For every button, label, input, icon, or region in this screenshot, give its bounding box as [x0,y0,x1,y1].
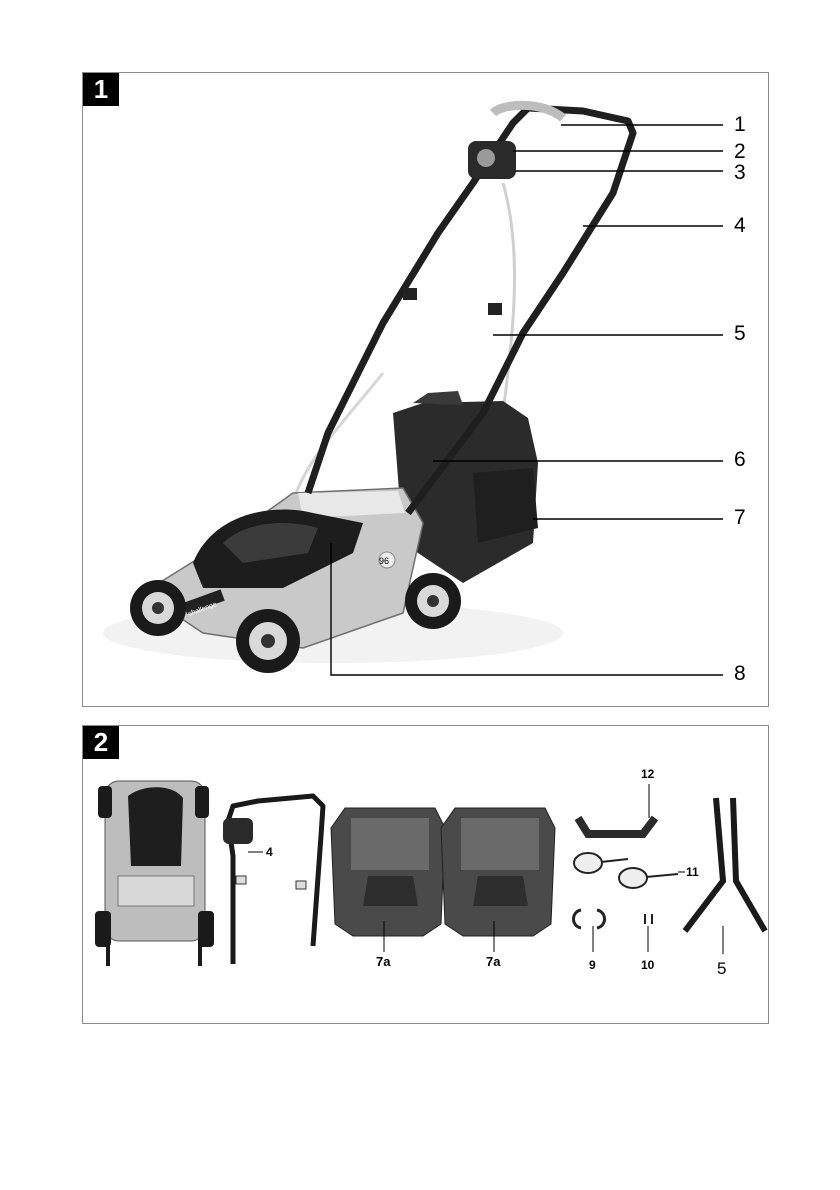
figure-2-tag: 2 [83,726,119,759]
front-right-wheel [236,609,300,673]
callout-6: 6 [734,448,746,471]
label-grass-box-right: 7a [486,954,501,969]
parts-illustration [83,726,768,1023]
label-lower-handle-5: 5 [717,959,727,978]
callout-1: 1 [734,113,746,136]
grass-box-right [441,808,555,936]
lawnmower-illustration [83,73,768,706]
callout-7: 7 [734,506,746,529]
callout-5: 5 [734,322,746,345]
label-knobs-11: 11 [686,865,699,879]
label-clips-9: 9 [589,958,596,972]
callout-3: 3 [734,161,746,184]
figure-1-panel [82,72,769,707]
figure-2-panel [82,725,769,1024]
label-screws-10: 10 [641,958,655,972]
grass-box-left [331,808,445,936]
grass-box-badge: 96 [379,556,390,566]
brand-decal: challenge [187,601,218,618]
callout-4: 4 [734,214,746,237]
mower-top-view [95,781,214,966]
rear-right-wheel [405,573,461,629]
label-bar-12: 12 [641,767,655,781]
label-handle-4: 4 [266,845,273,859]
upper-handle-part [223,796,323,964]
label-grass-box-left: 7a [376,954,391,969]
figure-1-tag: 1 [83,73,119,106]
callout-8: 8 [734,662,746,685]
front-left-wheel [130,580,186,636]
callout-2: 2 [734,140,746,163]
